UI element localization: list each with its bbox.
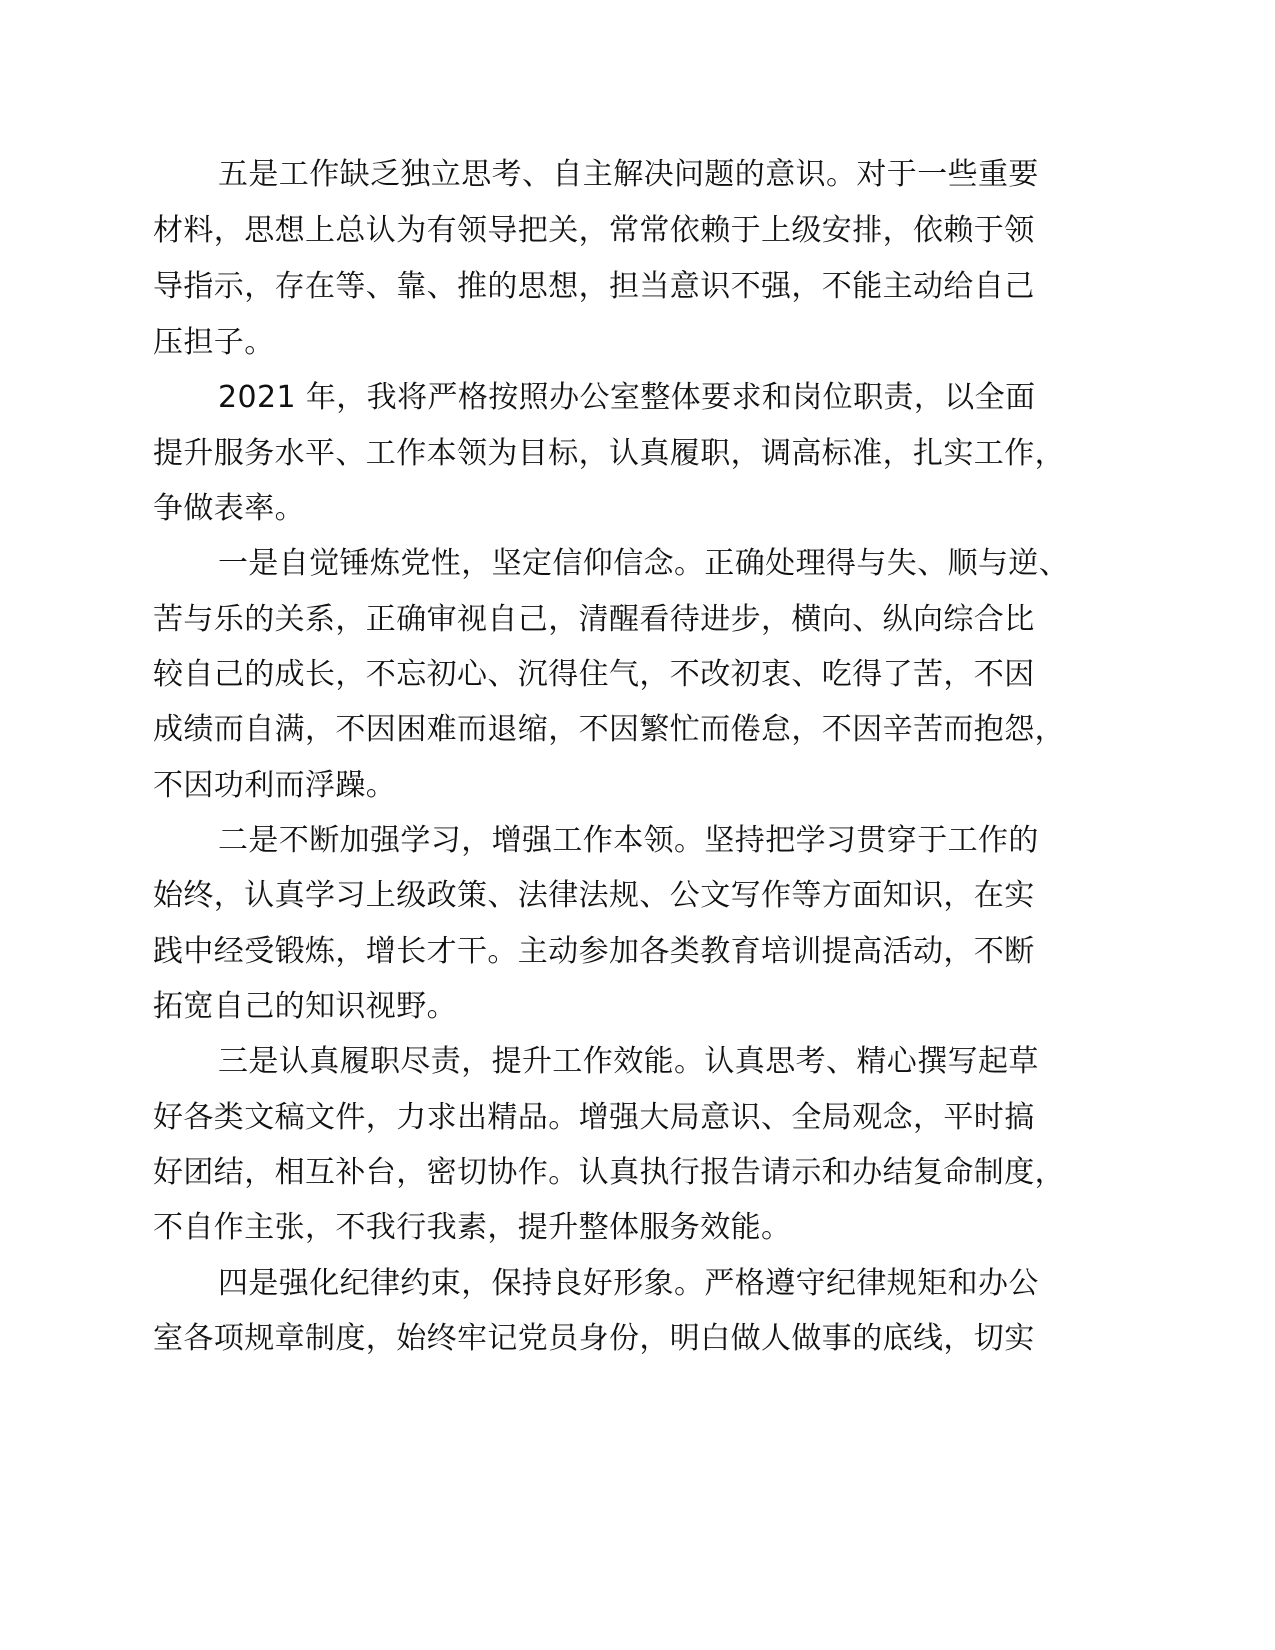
paragraph-line: 2021 年，我将严格按照办公室整体要求和岗位职责，以全面: [218, 380, 1036, 415]
paragraph-line: 拓宽自己的知识视野。: [153, 989, 457, 1024]
paragraph-line: 导指示，存在等、靠、推的思想，担当意识不强，不能主动给自己: [153, 269, 1035, 304]
paragraph-line: 成绩而自满，不因困难而退缩，不因繁忙而倦怠，不因辛苦而抱怨，: [153, 712, 1065, 747]
paragraph-line: 三是认真履职尽责，提升工作效能。认真思考、精心撰写起草: [218, 1044, 1039, 1079]
paragraph-line: 苦与乐的关系，正确审视自己，清醒看待进步，横向、纵向综合比: [153, 602, 1035, 637]
paragraph-line: 二是不断加强学习，增强工作本领。坚持把学习贯穿于工作的: [218, 823, 1039, 858]
paragraph-line: 提升服务水平、工作本领为目标，认真履职，调高标准，扎实工作，: [153, 436, 1065, 471]
paragraph-line: 始终，认真学习上级政策、法律法规、公文写作等方面知识，在实: [153, 878, 1035, 913]
paragraph-line: 践中经受锻炼，增长才干。主动参加各类教育培训提高活动，不断: [153, 934, 1035, 969]
paragraph-line: 材料，思想上总认为有领导把关，常常依赖于上级安排，依赖于领: [153, 213, 1035, 248]
paragraph-line: 好团结，相互补台，密切协作。认真执行报告请示和办结复命制度，: [153, 1155, 1065, 1190]
paragraph-line: 室各项规章制度，始终牢记党员身份，明白做人做事的底线，切实: [153, 1321, 1035, 1356]
paragraph-line: 不自作主张，不我行我素，提升整体服务效能。: [153, 1210, 792, 1245]
paragraph-line: 一是自觉锤炼党性，坚定信仰信念。正确处理得与失、顺与逆、: [218, 546, 1070, 581]
paragraph-line: 压担子。: [153, 325, 275, 360]
paragraph-line: 好各类文稿文件，力求出精品。增强大局意识、全局观念，平时搞: [153, 1100, 1035, 1135]
paragraph-line: 不因功利而浮躁。: [153, 768, 397, 803]
paragraph-line: 五是工作缺乏独立思考、自主解决问题的意识。对于一些重要: [218, 157, 1039, 192]
paragraph-line: 较自己的成长，不忘初心、沉得住气，不改初衷、吃得了苦，不因: [153, 657, 1035, 692]
paragraph-line: 四是强化纪律约束，保持良好形象。严格遵守纪律规矩和办公: [218, 1266, 1039, 1301]
paragraph-line: 争做表率。: [153, 491, 305, 526]
